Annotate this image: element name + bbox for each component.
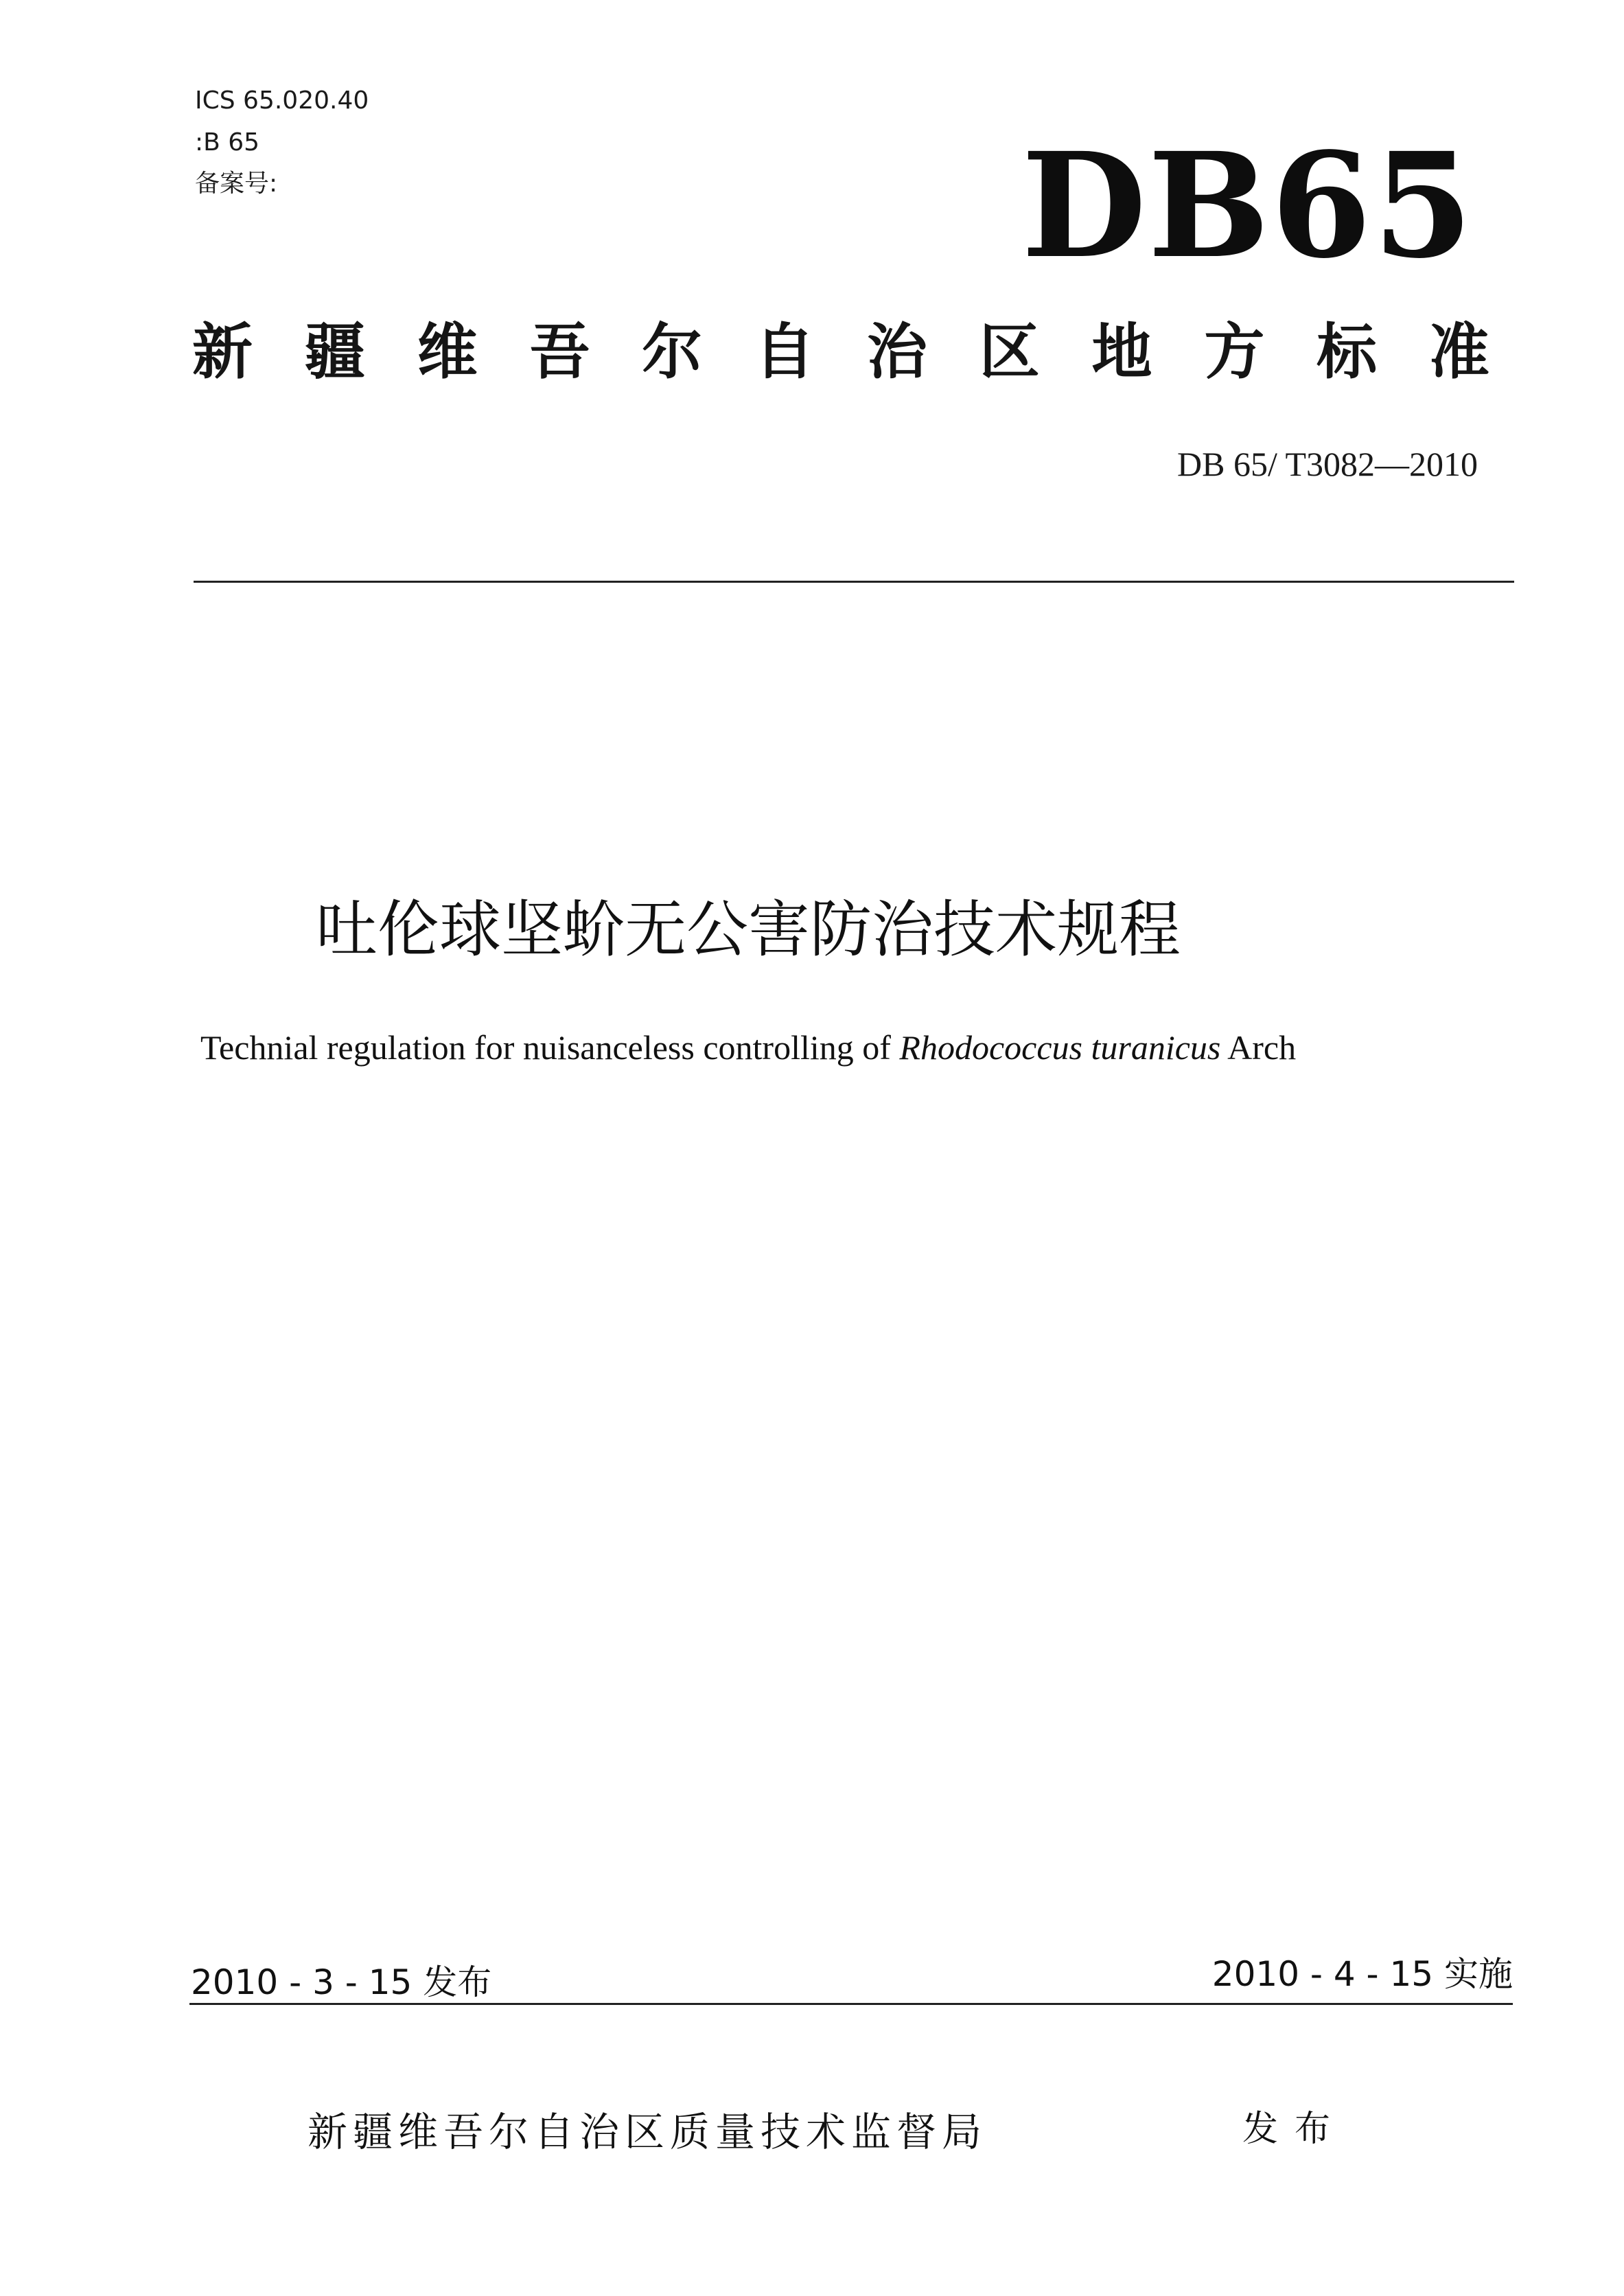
- standard-type-char: 区: [979, 316, 1040, 387]
- implementation-date: 2010 - 4 - 15 实施: [1211, 1954, 1513, 1994]
- title-en-species: Rhodococcus turanicus: [899, 1028, 1221, 1067]
- filing-number: 备案号:: [195, 170, 278, 198]
- publish-date: 2010 - 3 - 15 发布: [191, 1962, 492, 2002]
- top-divider: [194, 581, 1514, 583]
- standard-type-char: 地: [1091, 316, 1152, 387]
- standard-type-char: 维: [417, 316, 478, 387]
- title-en-prefix: Technial regulation for nuisanceless controlling of: [200, 1028, 900, 1067]
- classification-code: :B 65: [195, 128, 260, 156]
- standard-number: DB 65/ T3082—2010: [1177, 445, 1478, 483]
- standard-type-char: 自: [754, 316, 815, 387]
- document-title-english: [200, 1025, 1296, 1069]
- title-en-suffix: Arch: [1220, 1028, 1297, 1067]
- standard-type-title: [192, 314, 1489, 390]
- standard-type-char: 方: [1204, 316, 1265, 387]
- standard-type-char: 疆: [304, 316, 365, 387]
- document-title-chinese: 吐伦球坚蚧无公害防治技术规程: [316, 894, 1181, 966]
- standard-type-char: 尔: [642, 316, 703, 387]
- standard-type-char: 吾: [529, 316, 590, 387]
- standard-type-char: 新: [192, 316, 253, 387]
- issuing-authority: 新疆维吾尔自治区质量技术监督局: [308, 2109, 988, 2155]
- ics-code: ICS 65.020.40: [195, 86, 369, 115]
- standard-type-char: 治: [866, 316, 927, 387]
- db65-logo: DB65: [1021, 121, 1474, 290]
- standard-type-char: 标: [1316, 316, 1378, 387]
- standard-type-char: 准: [1428, 316, 1489, 387]
- bottom-divider: [189, 2003, 1513, 2005]
- issue-label: 发布: [1242, 2109, 1347, 2150]
